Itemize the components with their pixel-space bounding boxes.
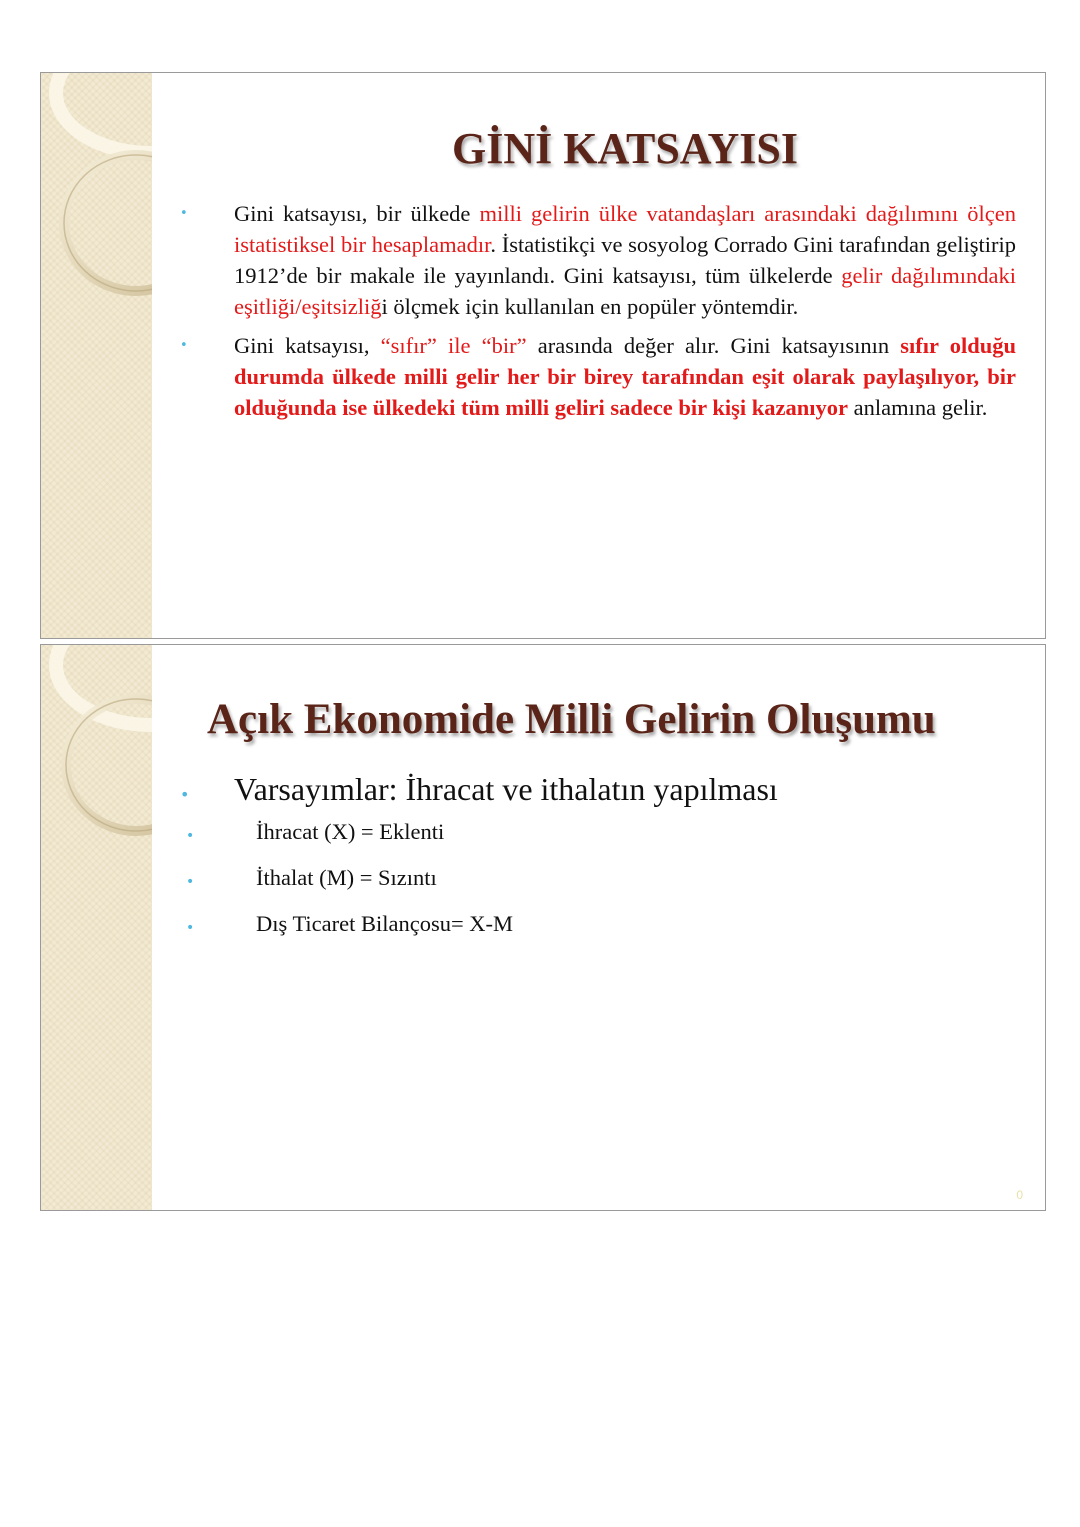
rings-decoration-icon	[41, 645, 152, 1211]
text-segment: gelir dağılımındaki eşitliği/eşitsizliğ	[234, 263, 1016, 319]
bullet-text: Varsayımlar: İhracat ve ithalatın yapılması	[234, 771, 778, 807]
decorative-side-band	[41, 73, 152, 638]
bullet-dot-icon: •	[186, 874, 195, 890]
text-segment: anlamına gelir.	[848, 395, 988, 420]
bullet-text: Dış Ticaret Bilançosu= X-M	[256, 911, 514, 936]
slide-title: Açık Ekonomide Milli Gelirin Oluşumu	[207, 696, 936, 743]
bullet-list	[180, 198, 1017, 431]
bullet-text	[234, 201, 1016, 319]
bullet-dot-icon: •	[186, 828, 195, 844]
sub-bullet-item	[186, 909, 1014, 939]
page-number: 0	[1016, 1188, 1023, 1202]
rings-decoration-icon	[41, 73, 152, 639]
decorative-side-band	[41, 645, 152, 1210]
bullet-dot-icon: •	[180, 785, 190, 804]
text-segment: Gini katsayısı, bir ülkede	[234, 201, 480, 226]
text-segment: milli gelirin ülke vatandaşları arasındaki dağılımını ölçen istatistiksel bir hesaplamadır	[234, 201, 1016, 257]
bullet-text: İhracat (X) = Eklenti	[256, 819, 445, 844]
slide-acik-ekonomi	[40, 644, 1046, 1211]
slide-gini-katsayisi	[40, 72, 1046, 639]
text-segment: sıfır olduğu durumda ülkede milli gelir her bir birey tarafından eşit olarak paylaşılıyor, bir olduğunda ise ülkedeki tüm milli geliri sadece bir kişi kazanıyor	[234, 333, 1016, 420]
slide-title: GİNİ KATSAYISI	[452, 124, 799, 173]
sub-bullet-item	[186, 817, 1014, 847]
bullet-item	[180, 198, 1017, 322]
bullet-dot-icon: •	[186, 920, 195, 936]
text-segment: arasında değer alır. Gini katsayısının	[526, 333, 901, 358]
bullet-dot-icon: •	[180, 206, 188, 221]
bullet-item	[180, 330, 1016, 423]
text-segment: i ölçmek için kullanılan en popüler yöntemdir.	[381, 294, 799, 319]
bullet-text	[234, 333, 1016, 420]
bullet-text: İthalat (M) = Sızıntı	[256, 865, 437, 890]
sub-bullet-item	[186, 863, 1014, 893]
bullet-dot-icon: •	[180, 338, 188, 353]
text-segment: Gini katsayısı,	[234, 333, 381, 358]
bullet-item	[180, 769, 1014, 809]
bullet-list	[180, 769, 1014, 955]
text-segment: . İstatistikçi ve sosyolog Corrado Gini tarafından geliştirip 1912’de bir makale ile yayınlandı. Gini katsayısı, tüm ülkelerde	[234, 232, 1017, 288]
text-segment: “sıfır” ile “bir”	[380, 333, 527, 358]
